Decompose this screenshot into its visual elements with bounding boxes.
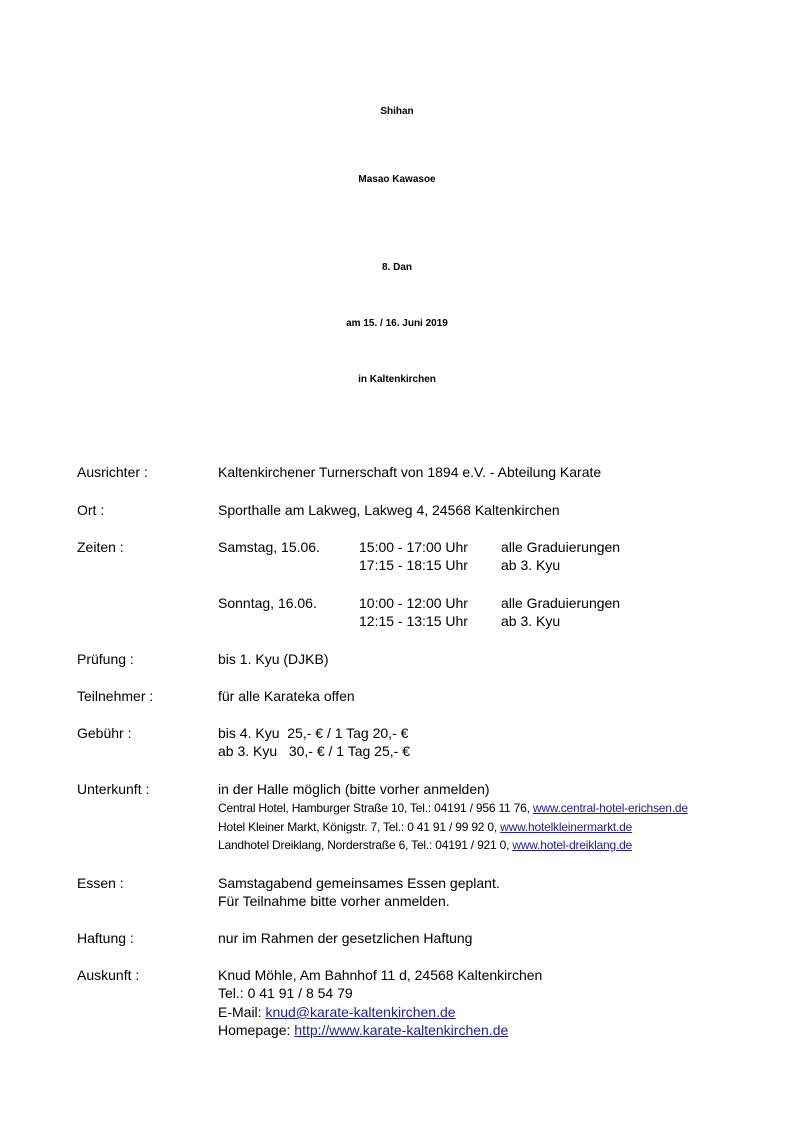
times-slot-time: 10:00 - 12:00 Uhr	[359, 595, 468, 611]
exam-label: Prüfung :	[77, 651, 134, 667]
lodging-label: Unterkunft :	[77, 781, 150, 797]
times-slot-time: 15:00 - 17:00 Uhr	[359, 539, 468, 555]
times-day-sunday: Sonntag, 16.06.	[218, 595, 317, 611]
participants-label: Teilnehmer :	[77, 688, 154, 704]
food-line: Für Teilnahme bitte vorher anmelden.	[218, 893, 450, 909]
title-date: am 15. / 16. Juni 2019	[346, 318, 448, 329]
fee-line: bis 4. Kyu 25,- € / 1 Tag 20,- €	[218, 725, 409, 741]
title-shihan: Shihan	[380, 106, 414, 117]
email-link[interactable]: knud@karate-kaltenkirchen.de	[265, 1004, 456, 1020]
times-slot-group: ab 3. Kyu	[501, 557, 561, 573]
times-slot-time: 12:15 - 13:15 Uhr	[359, 613, 468, 629]
hotel-text: Landhotel Dreiklang, Norderstraße 6, Tel.: 04191 / 921 0,	[218, 838, 513, 852]
title-name: Masao Kawasoe	[358, 174, 436, 185]
times-label: Zeiten :	[77, 539, 124, 555]
contact-email-line	[218, 1003, 456, 1021]
liability-label: Haftung :	[77, 930, 134, 946]
location-label: Ort :	[77, 502, 105, 518]
organizer-value: Kaltenkirchener Turnerschaft von 1894 e.V. - Abteilung Karate	[218, 464, 602, 480]
homepage-prefix: Homepage:	[218, 1022, 295, 1038]
times-slot-group: alle Graduierungen	[501, 595, 621, 611]
fee-label: Gebühr :	[77, 725, 132, 741]
hotel-entry	[218, 818, 632, 836]
times-day-saturday: Samstag, 15.06.	[218, 539, 320, 555]
times-slot-group: ab 3. Kyu	[501, 613, 561, 629]
hotel-text: Hotel Kleiner Markt, Königstr. 7, Tel.: 0 41 91 / 99 92 0,	[218, 820, 501, 834]
location-value: Sporthalle am Lakweg, Lakweg 4, 24568 Kaltenkirchen	[218, 502, 560, 518]
hotel-link[interactable]: www.central-hotel-erichsen.de	[532, 801, 688, 815]
contact-label: Auskunft :	[77, 967, 140, 983]
hotel-text: Central Hotel, Hamburger Straße 10, Tel.: 04191 / 956 11 76,	[218, 801, 533, 815]
lodging-intro: in der Halle möglich (bitte vorher anmelden)	[218, 781, 490, 797]
hotel-link[interactable]: www.hotelkleinermarkt.de	[500, 820, 633, 834]
hotel-link[interactable]: www.hotel-dreiklang.de	[512, 838, 633, 852]
title-dan: 8. Dan	[381, 262, 412, 273]
contact-phone: Tel.: 0 41 91 / 8 54 79	[218, 985, 353, 1001]
food-line: Samstagabend gemeinsames Essen geplant.	[218, 875, 500, 891]
email-prefix: E-Mail:	[218, 1004, 266, 1020]
contact-address: Knud Möhle, Am Bahnhof 11 d, 24568 Kaltenkirchen	[218, 967, 543, 983]
liability-value: nur im Rahmen der gesetzlichen Haftung	[218, 930, 473, 946]
exam-value: bis 1. Kyu (DJKB)	[218, 651, 329, 667]
participants-value: für alle Karateka offen	[218, 688, 355, 704]
hotel-entry	[218, 836, 632, 854]
times-slot-group: alle Graduierungen	[501, 539, 621, 555]
times-slot-time: 17:15 - 18:15 Uhr	[359, 557, 468, 573]
contact-homepage-line	[218, 1021, 508, 1039]
title-place: in Kaltenkirchen	[358, 374, 436, 385]
homepage-link[interactable]: http://www.karate-kaltenkirchen.de	[294, 1022, 509, 1038]
organizer-label: Ausrichter :	[77, 464, 148, 480]
fee-line: ab 3. Kyu 30,- € / 1 Tag 25,- €	[218, 743, 410, 759]
food-label: Essen :	[77, 875, 124, 891]
hotel-entry	[218, 799, 688, 817]
